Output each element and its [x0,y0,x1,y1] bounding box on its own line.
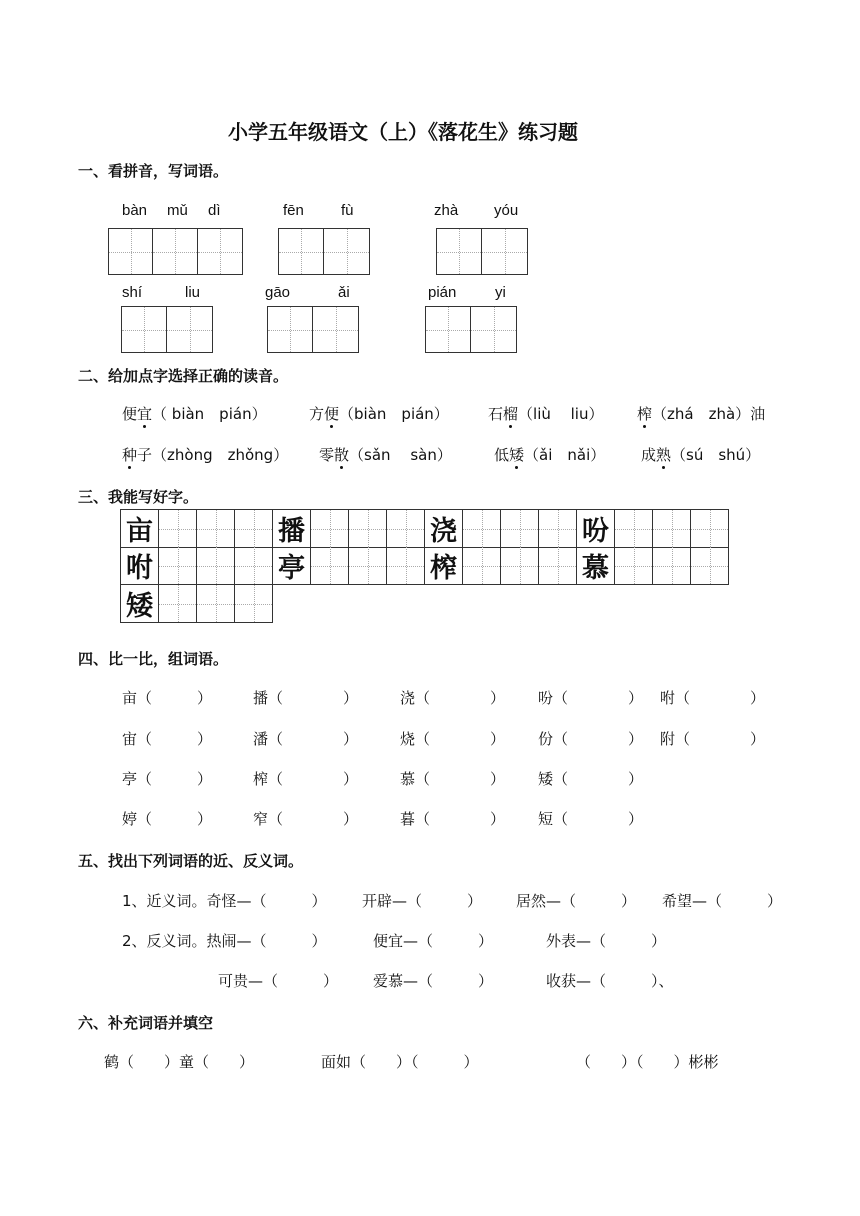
reading-item: 方便（biàn pián） [309,405,449,423]
pinyin-label: fēn [283,202,304,219]
reading-item: 成熟（sú shú） [641,446,761,464]
compare-item: 慕（ ） [400,770,506,788]
compare-item: 潘（ ） [253,730,359,748]
dotted-char: 榨 [637,405,653,423]
model-char: 咐 [126,553,153,584]
compare-item: 榨（ ） [253,770,359,788]
writing-box[interactable] [267,306,359,353]
pinyin-label: pián [428,284,457,301]
section-2-heading: 二、给加点字选择正确的读音。 [78,367,289,385]
pinyin-label: dì [208,202,221,219]
synonym-item: 希望—（ ） [662,892,783,910]
model-char: 矮 [126,591,153,622]
antonym-item: 可贵—（ ） [218,972,339,990]
model-char: 慕 [582,553,609,584]
dotted-char: 宜 [137,405,153,423]
reading-item: 零散（sǎn sàn） [319,446,452,464]
compare-item: 暮（ ） [400,810,506,828]
reading-item: 石榴（liù liu） [488,405,604,423]
writing-box[interactable] [108,228,243,275]
writing-box[interactable] [425,306,517,353]
idiom-item: 鹤（ ）童（ ） [104,1053,255,1071]
page-title: 小学五年级语文（上）《落花生》练习题 [228,120,578,144]
section-6-heading: 六、补充词语并填空 [78,1014,214,1032]
compare-item: 亭（ ） [122,770,213,788]
pinyin-label: zhà [434,202,459,219]
compare-item: 婷（ ） [122,810,213,828]
practice-grid-row-1[interactable] [120,509,729,548]
compare-item: 咐（ ） [660,689,766,707]
compare-item: 窄（ ） [253,810,359,828]
dotted-char: 熟 [656,446,672,464]
idiom-item: （ ）（ ）彬彬 [576,1053,719,1071]
model-char: 榨 [430,553,457,584]
compare-item: 烧（ ） [400,730,506,748]
pinyin-label: ǎi [338,284,350,301]
model-char: 亭 [278,553,305,584]
section-1-heading: 一、看拼音，写词语。 [78,162,229,180]
synonym-item: 1、近义词。奇怪—（ ） [122,892,327,910]
compare-item: 矮（ ） [538,770,644,788]
compare-item: 吩（ ） [538,689,644,707]
pinyin-label: shí [122,284,143,301]
compare-item: 浇（ ） [400,689,506,707]
dotted-char: 散 [334,446,350,464]
compare-item: 短（ ） [538,810,644,828]
compare-item: 份（ ） [538,730,644,748]
antonym-item: 外表—（ ） [546,932,667,950]
pinyin-label: fù [341,202,354,219]
writing-box[interactable] [278,228,370,275]
compare-item: 附（ ） [660,730,766,748]
dotted-char: 便 [324,405,340,423]
model-char: 浇 [430,516,457,547]
reading-item: 便宜（ biàn pián） [122,405,267,423]
compare-item: 亩（ ） [122,689,213,707]
practice-grid-row-3[interactable] [120,585,273,623]
dotted-char: 矮 [509,446,525,464]
compare-item: 播（ ） [253,689,359,707]
antonym-item: 便宜—（ ） [373,932,494,950]
model-char: 亩 [126,516,153,547]
synonym-item: 开辟—（ ） [362,892,483,910]
pinyin-label: yi [495,284,506,301]
antonym-item: 爱慕—（ ） [373,972,494,990]
pinyin-label: bàn [122,202,148,219]
reading-item: 低矮（ǎi nǎi） [494,446,606,464]
compare-item: 宙（ ） [122,730,213,748]
antonym-item: 2、反义词。热闹—（ ） [122,932,327,950]
writing-box[interactable] [436,228,528,275]
practice-grid-row-2[interactable] [120,547,729,585]
section-5-heading: 五、找出下列词语的近、反义词。 [78,852,304,870]
section-4-heading: 四、比一比，组词语。 [78,650,229,668]
idiom-item: 面如（ ）（ ） [321,1053,479,1071]
synonym-item: 居然—（ ） [516,892,637,910]
reading-item: 种子（zhòng zhǒng） [122,446,289,464]
pinyin-label: liu [185,284,201,301]
pinyin-label: gāo [265,284,291,301]
dotted-char: 榴 [503,405,519,423]
model-char: 播 [278,516,305,547]
model-char: 吩 [582,516,609,547]
dotted-char: 种 [122,446,138,464]
antonym-item: 收获—（ ）、 [546,972,674,990]
pinyin-label: yóu [494,202,519,219]
section-3-heading: 三、我能写好字。 [78,488,199,506]
writing-box[interactable] [121,306,213,353]
reading-item: 榨（zhá zhà）油 [637,405,766,423]
pinyin-label: mǔ [167,202,188,219]
